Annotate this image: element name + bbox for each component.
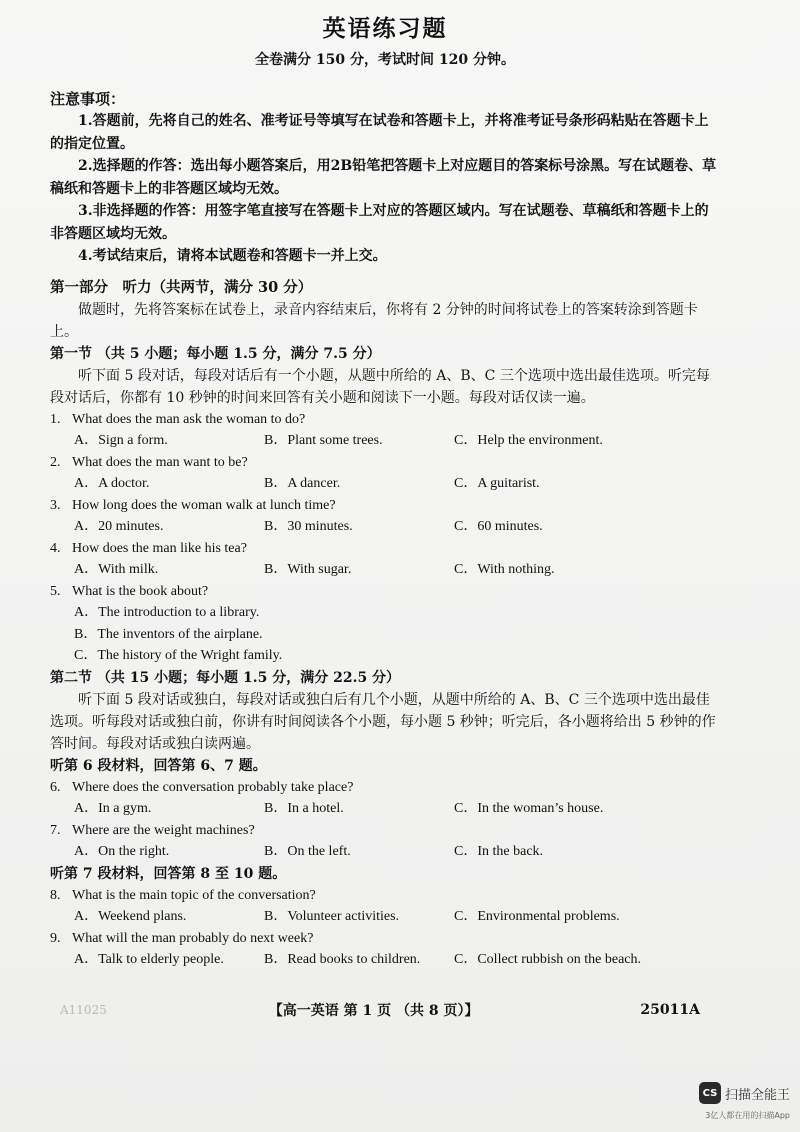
question-9 xyxy=(50,928,720,971)
option-c: C．A guitarist. xyxy=(454,476,540,491)
option-b: B．A dancer. xyxy=(264,476,341,491)
question-number: 3. xyxy=(50,497,61,513)
section2-instructions: 听下面 5 段对话或独白，每段对话或独白后有几个小题，从题中所给的 A、B、C 三个选项中选出最佳选项。听每段对话或独白前，你讲有时间阅读各个小题，每小题 5 秒钟；听完后，各小题将给出 5 秒钟的作答时间。每段对话或独白读两遍。 xyxy=(50,691,716,752)
question-text: What does the man want to be? xyxy=(72,454,248,470)
camscanner-logo-icon: CS xyxy=(699,1082,721,1104)
part1-heading: 第一部分 听力（共两节，满分 30 分） xyxy=(50,278,313,296)
option-b: B．The inventors of the airplane. xyxy=(74,626,263,642)
option-a: A．20 minutes. xyxy=(74,519,164,534)
question-2 xyxy=(50,452,720,495)
option-a: A．A doctor. xyxy=(74,476,150,491)
option-b: B．Volunteer activities. xyxy=(264,909,400,924)
question-text: What will the man probably do next week? xyxy=(72,930,314,946)
section1-instructions: 听下面 5 段对话，每段对话后有一个小题，从题中所给的 A、B、C 三个选项中选出最佳选项。听完每段对话后，你都有 10 秒钟的时间来回答有关小题和阅读下一小题。每段对话仅读一遍。 xyxy=(50,367,710,406)
question-number: 7. xyxy=(50,822,61,838)
option-c: C．60 minutes. xyxy=(454,519,543,534)
section2-heading: 第二节 （共 15 小题；每小题 1.5 分，满分 22.5 分） xyxy=(50,669,401,686)
question-number: 1. xyxy=(50,411,61,427)
option-a: A．Sign a form. xyxy=(74,433,168,448)
footer-page-info: 【高一英语 第 1 页 （共 8 页）】 xyxy=(268,1003,479,1019)
material-6-label: 听第 6 段材料，回答第 6、7 题。 xyxy=(50,757,267,774)
note-item: 2.选择题的作答：选出每小题答案后，用2B铅笔把答题卡上对应题目的答案标号涂黑。写在试题卷、草稿纸和答题卡上的非答题区域均无效。 xyxy=(50,158,717,197)
exam-subtitle: 全卷满分 150 分，考试时间 120 分钟。 xyxy=(255,52,515,68)
question-text: How long does the woman walk at lunch time? xyxy=(72,497,336,513)
question-7 xyxy=(50,820,720,863)
option-b: B．In a hotel. xyxy=(264,801,344,816)
question-text: Where are the weight machines? xyxy=(72,822,255,838)
question-number: 5. xyxy=(50,583,61,599)
question-text: What does the man ask the woman to do? xyxy=(72,411,306,427)
option-b: B．With sugar. xyxy=(264,562,352,577)
question-text: What is the main topic of the conversation? xyxy=(72,887,316,903)
section1-heading: 第一节 （共 5 小题；每小题 1.5 分，满分 7.5 分） xyxy=(50,345,381,362)
option-b: B．Read books to children. xyxy=(264,952,421,967)
material-7-label: 听第 7 段材料，回答第 8 至 10 题。 xyxy=(50,865,287,882)
part1-intro: 做题时，先将答案标在试卷上，录音内容结束后，你将有 2 分钟的时间将试卷上的答案转涂到答题卡上。 xyxy=(50,301,698,340)
option-c: C．The history of the Wright family. xyxy=(74,648,283,663)
option-a: A．In a gym. xyxy=(74,801,152,816)
option-b: B．Plant some trees. xyxy=(264,433,383,448)
question-text: Where does the conversation probably take place? xyxy=(72,779,354,795)
question-8 xyxy=(50,885,720,928)
scanner-watermark xyxy=(699,1082,790,1104)
question-number: 4. xyxy=(50,540,61,556)
question-number: 2. xyxy=(50,454,61,470)
question-6 xyxy=(50,777,720,820)
option-a: A．The introduction to a library. xyxy=(74,605,260,620)
page-title: 英语练习题 xyxy=(322,15,448,42)
option-a: A．On the right. xyxy=(74,844,170,859)
question-5 xyxy=(50,581,720,667)
question-number: 6. xyxy=(50,779,61,795)
option-b: B．30 minutes. xyxy=(264,519,353,534)
page-content xyxy=(50,14,720,971)
page-footer xyxy=(60,1000,700,1020)
note-item: 1.答题前，先将自己的姓名、准考证号等填写在试卷和答题卡上，并将准考证号条形码粘贴在答题卡上的指定位置。 xyxy=(50,113,709,152)
option-c: C．Collect rubbish on the beach. xyxy=(454,952,642,967)
question-text: What is the book about? xyxy=(72,583,209,599)
question-4 xyxy=(50,538,720,581)
question-number: 8. xyxy=(50,887,61,903)
option-c: C．In the back. xyxy=(454,844,544,859)
note-item: 3.非选择题的作答：用签字笔直接写在答题卡上对应的答题区域内。写在试题卷、草稿纸和答题卡上的非答题区域均无效。 xyxy=(50,203,709,242)
footer-left-code: A11025 xyxy=(60,1003,107,1017)
notes-block xyxy=(50,88,720,268)
option-c: C．With nothing. xyxy=(454,562,555,577)
question-number: 9. xyxy=(50,930,61,946)
footer-right-code: 25011A xyxy=(640,1002,700,1018)
option-a: A．Weekend plans. xyxy=(74,909,187,924)
watermark-name: 扫描全能王 xyxy=(724,1087,790,1103)
note-item: 4.考试结束后，请将本试题卷和答题卡一并上交。 xyxy=(78,248,387,264)
option-c: C．Help the environment. xyxy=(454,433,603,448)
option-c: C．Environmental problems. xyxy=(454,909,620,924)
option-b: B．On the left. xyxy=(264,844,351,859)
option-a: A．With milk. xyxy=(74,562,159,577)
question-3 xyxy=(50,495,720,538)
watermark-tagline: 3亿人都在用的扫描App xyxy=(705,1111,790,1120)
option-a: A．Talk to elderly people. xyxy=(74,952,224,967)
question-1 xyxy=(50,409,720,452)
option-c: C．In the woman’s house. xyxy=(454,801,604,816)
notes-heading: 注意事项： xyxy=(50,90,126,108)
question-text: How does the man like his tea? xyxy=(72,540,247,556)
